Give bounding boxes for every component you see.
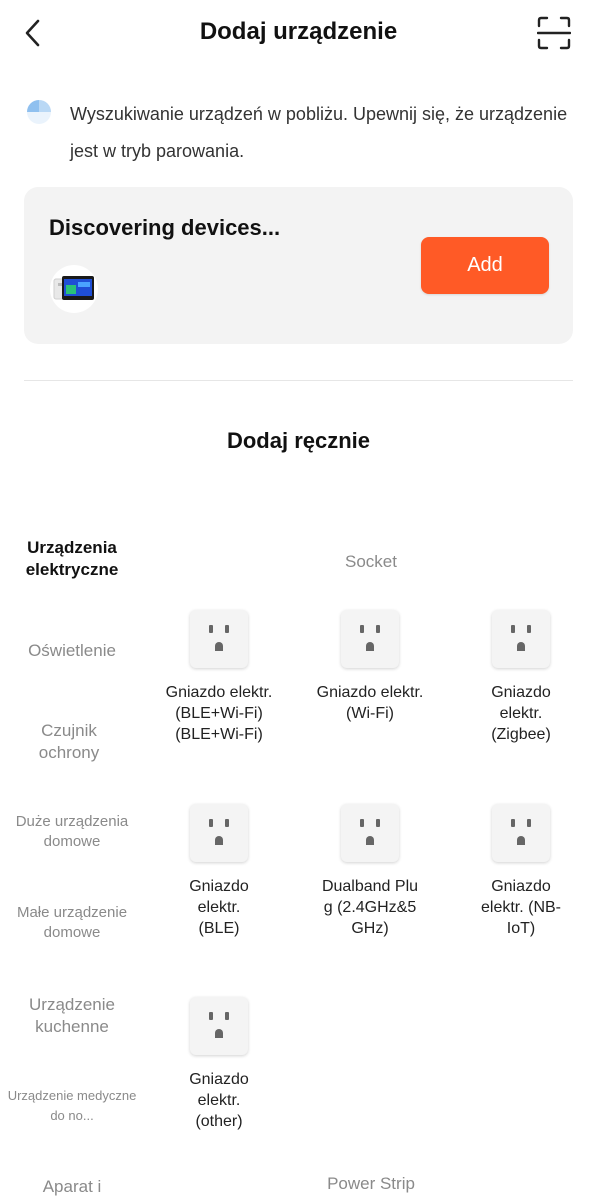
category-kitchen[interactable]: Urządzenie kuchenne <box>29 995 115 1036</box>
scan-button[interactable] <box>537 16 571 50</box>
category-large-appliances[interactable]: Duże urządzenia domowe <box>15 813 129 850</box>
device-label: Dualband Plug (2.4GHz&5GHz) <box>321 878 419 937</box>
section-divider <box>24 380 573 381</box>
socket-icon <box>190 997 248 1055</box>
category-small-appliances[interactable]: Małe urządzenie domowe <box>16 904 128 941</box>
discovery-title: Discovering devices... <box>49 215 281 240</box>
device-label: Gniazdo elektr. (BLE+Wi-Fi) (BLE+Wi-Fi) <box>165 684 273 743</box>
device-label: Gniazdo elektr. (BLE) <box>189 878 249 937</box>
socket-icon <box>341 610 399 668</box>
device-label: Gniazdo elektr. (NB-IoT) <box>480 878 561 937</box>
socket-icon <box>190 610 248 668</box>
device-label: Gniazdo elektr. (Zigbee) <box>491 684 551 743</box>
discovered-device-thumbnail[interactable] <box>50 265 98 313</box>
discovery-card <box>24 187 573 344</box>
socket-icon <box>341 804 399 862</box>
category-electrical[interactable]: Urządzenia elektryczne <box>25 538 119 579</box>
socket-icon <box>492 804 550 862</box>
device-label: Gniazdo elektr. (other) <box>189 1071 249 1130</box>
device-label: Gniazdo elektr. (Wi-Fi) <box>316 684 424 722</box>
discovery-icon <box>26 99 52 125</box>
add-button[interactable]: Add <box>421 237 549 294</box>
socket-icon <box>190 804 248 862</box>
category-lighting[interactable]: Oświetlenie <box>28 641 116 660</box>
section-title-power-strip: Power Strip <box>327 1174 415 1193</box>
scan-icon <box>537 16 571 50</box>
alarm-panel-icon <box>50 265 98 313</box>
section-title-socket: Socket <box>345 552 397 571</box>
header-bar <box>0 0 597 68</box>
page-title: Dodaj urządzenie <box>199 18 398 45</box>
socket-icon <box>492 610 550 668</box>
category-camera[interactable]: Aparat i <box>42 1177 102 1196</box>
manual-add-title: Dodaj ręcznie <box>226 428 371 453</box>
hint-text: Wyszukiwanie urządzeń w pobliżu. Upewnij się, że urządzenie jest w tryb parowania. <box>70 104 568 161</box>
category-security-sensor[interactable]: Czujnik ochrony <box>38 721 100 762</box>
category-medical[interactable]: Urządzenie medyczne do no... <box>7 1088 137 1123</box>
